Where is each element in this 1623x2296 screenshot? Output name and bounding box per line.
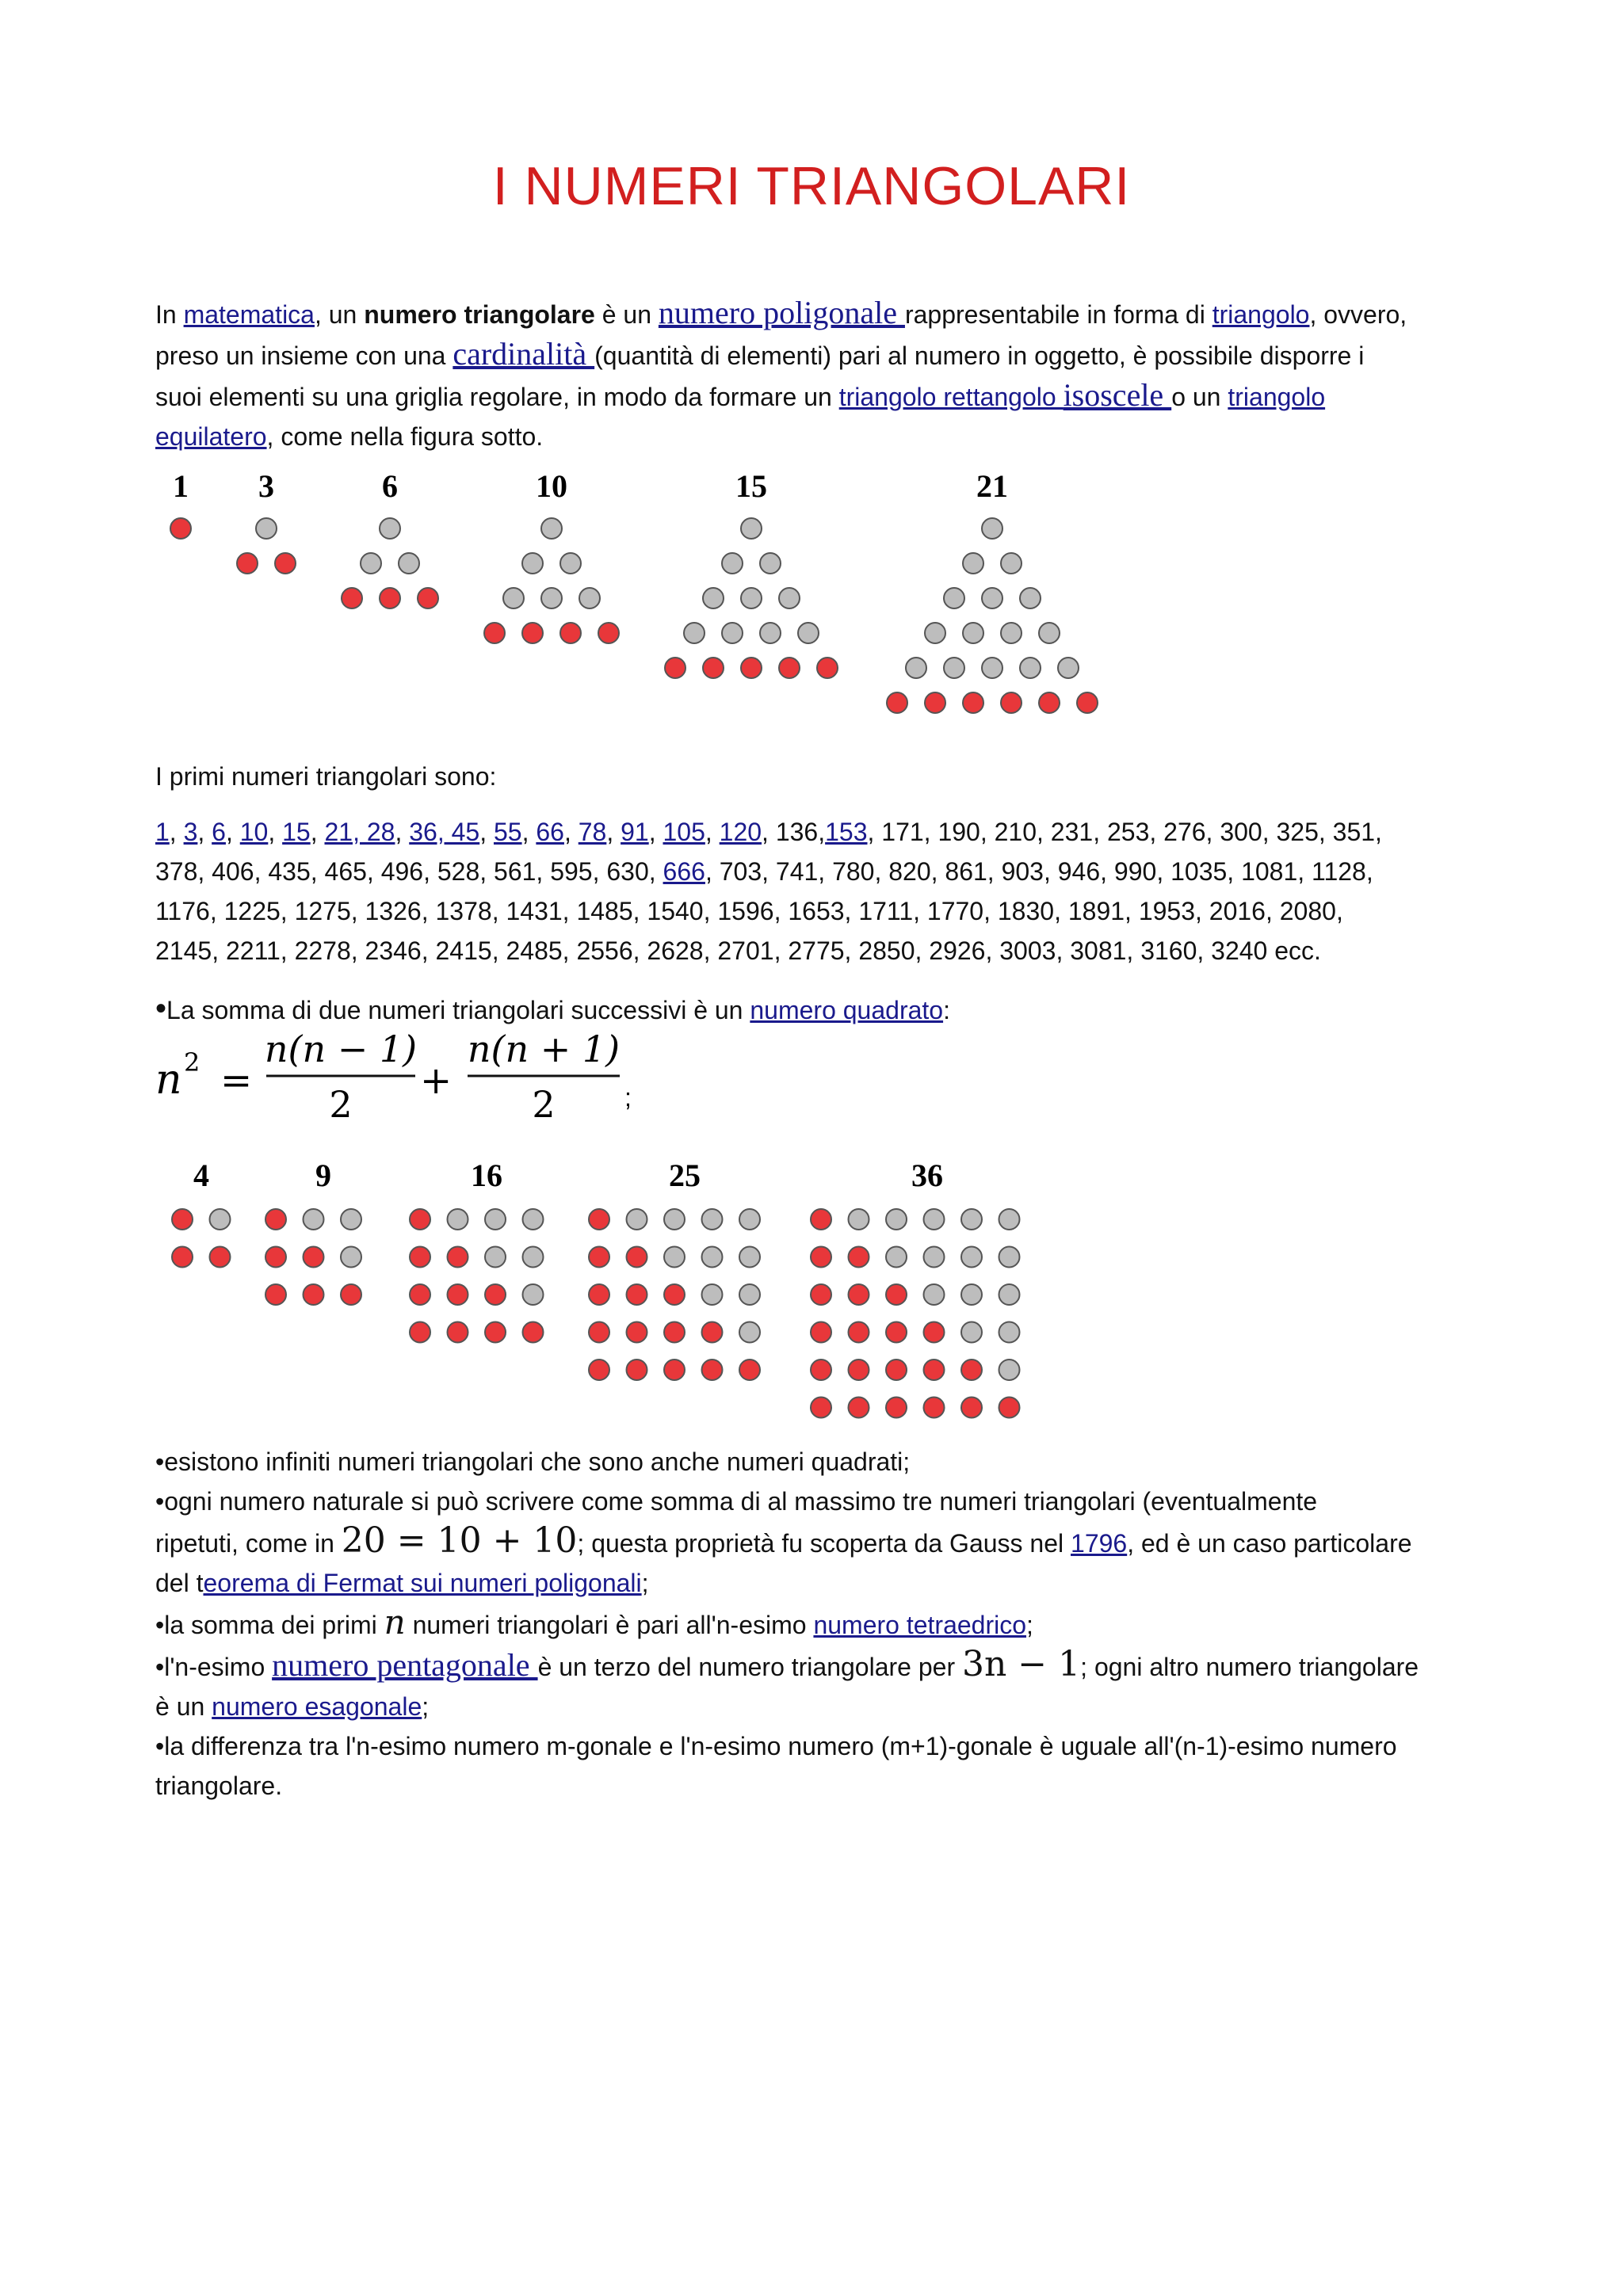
- red-dot: [342, 588, 362, 608]
- text: :: [943, 996, 950, 1024]
- gray-dot: [210, 1209, 231, 1230]
- red-dot: [589, 1360, 609, 1380]
- gray-dot: [739, 1284, 760, 1305]
- gray-dot: [999, 1209, 1020, 1230]
- red-dot: [418, 588, 438, 608]
- text: (quantità di elementi) pari al numero in oggetto, è possibile disporre i: [594, 341, 1365, 370]
- term-numero-triangolare: numero triangolare: [364, 300, 595, 329]
- red-dot: [886, 1322, 907, 1343]
- gray-dot: [961, 1209, 982, 1230]
- link-numero-esagonale[interactable]: numero esagonale: [212, 1692, 422, 1721]
- gray-dot: [702, 1284, 723, 1305]
- tri-label-15: 15: [735, 468, 767, 504]
- sq-label-25: 25: [669, 1158, 701, 1193]
- intro-line-1: [155, 293, 1487, 334]
- separator: ,: [479, 818, 494, 846]
- primi-heading: [155, 757, 1487, 796]
- red-dot: [485, 1284, 506, 1305]
- separator: ,: [521, 818, 537, 846]
- text: •l'n-esimo: [155, 1653, 273, 1681]
- text: •la somma dei primi: [155, 1611, 384, 1639]
- math-3n-1: 3n − 1: [961, 1644, 1081, 1684]
- gray-dot: [361, 553, 381, 574]
- text: del t: [155, 1569, 204, 1597]
- gray-dot: [703, 588, 724, 608]
- red-dot: [811, 1398, 831, 1418]
- red-dot: [341, 1284, 361, 1305]
- intro-line-2: [155, 334, 1487, 376]
- gray-dot: [579, 588, 600, 608]
- gray-dot: [1001, 623, 1022, 643]
- math-n: n: [384, 1603, 406, 1642]
- text: preso un insieme con una: [155, 341, 453, 370]
- gray-dot: [760, 623, 781, 643]
- gray-dot: [722, 553, 743, 574]
- text: ripetuti, come in: [155, 1529, 342, 1558]
- gray-dot: [702, 1247, 723, 1268]
- red-dot: [410, 1209, 430, 1230]
- red-dot: [924, 1398, 945, 1418]
- red-dot: [170, 518, 191, 539]
- link-seq-12[interactable]: 120: [719, 818, 762, 846]
- intro-line-4: [155, 417, 1487, 456]
- gray-dot: [963, 623, 983, 643]
- separator: ,: [310, 818, 325, 846]
- gray-dot: [798, 623, 819, 643]
- gray-dot: [924, 1247, 945, 1268]
- separator: ,: [395, 818, 410, 846]
- gray-dot: [664, 1209, 685, 1230]
- red-dot: [627, 1360, 647, 1380]
- property-5-line-2: triangolare.: [155, 1772, 283, 1800]
- gray-dot: [627, 1209, 647, 1230]
- gray-dot: [341, 1209, 361, 1230]
- gray-dot: [1020, 588, 1041, 608]
- gray-dot: [760, 553, 781, 574]
- red-dot: [886, 1284, 907, 1305]
- link-numero-quadrato[interactable]: numero quadrato: [750, 996, 944, 1024]
- property-2-line-3: [155, 1563, 1487, 1603]
- red-dot: [523, 1322, 544, 1343]
- text: , 136,: [762, 818, 826, 846]
- text: numeri triangolari è pari all'n-esimo: [405, 1611, 814, 1639]
- gray-dot: [523, 1247, 544, 1268]
- link-seq-7[interactable]: 55: [493, 818, 522, 846]
- red-dot: [560, 623, 581, 643]
- property-2-line-1: •ogni numero naturale si può scrivere come somma di al massimo tre numeri triangolari (eventualmente: [155, 1487, 1318, 1516]
- gray-dot: [982, 518, 1002, 539]
- gray-dot: [702, 1209, 723, 1230]
- text: suoi elementi su una griglia regolare, in modo da formare un: [155, 383, 839, 411]
- gray-dot: [560, 553, 581, 574]
- link-isoscele[interactable]: isoscele: [1063, 377, 1172, 413]
- text: La somma di due numeri triangolari successivi è un: [166, 996, 750, 1024]
- gray-dot: [924, 1284, 945, 1305]
- red-dot: [664, 1360, 685, 1380]
- red-dot: [702, 1322, 723, 1343]
- separator: ,: [197, 818, 212, 846]
- text: è un: [155, 1692, 212, 1721]
- link-seq-10[interactable]: 91: [621, 818, 649, 846]
- link-seq-8[interactable]: 66: [536, 818, 564, 846]
- gray-dot: [684, 623, 705, 643]
- red-dot: [410, 1247, 430, 1268]
- separator: ,: [606, 818, 621, 846]
- red-dot: [664, 1322, 685, 1343]
- red-dot: [849, 1247, 869, 1268]
- math-20-eq: 20 = 10 + 10: [341, 1520, 578, 1561]
- tri-dots: [170, 518, 1098, 713]
- square-numbers-figure: [155, 1153, 1067, 1434]
- gray-dot: [741, 518, 762, 539]
- text: ; ogni altro numero triangolare: [1080, 1653, 1419, 1681]
- red-dot: [811, 1322, 831, 1343]
- link-153[interactable]: 153: [825, 818, 868, 846]
- red-dot: [1077, 692, 1098, 713]
- gray-dot: [380, 518, 400, 539]
- red-dot: [849, 1322, 869, 1343]
- gray-dot: [741, 588, 762, 608]
- gray-dot: [399, 553, 419, 574]
- gray-dot: [886, 1247, 907, 1268]
- red-dot: [210, 1247, 231, 1268]
- gray-dot: [999, 1322, 1020, 1343]
- red-dot: [849, 1398, 869, 1418]
- red-dot: [887, 692, 907, 713]
- gray-dot: [523, 1209, 544, 1230]
- red-dot: [589, 1284, 609, 1305]
- red-dot: [265, 1284, 286, 1305]
- gray-dot: [849, 1209, 869, 1230]
- property-4-line-2: [155, 1687, 1487, 1726]
- red-dot: [811, 1360, 831, 1380]
- text: o un: [1171, 383, 1228, 411]
- gray-dot: [522, 553, 543, 574]
- link-numero-poligonale[interactable]: numero poligonale: [658, 295, 905, 330]
- intro-paragraph: [155, 293, 1487, 456]
- tri-label-1: 1: [173, 468, 189, 504]
- gray-dot: [1058, 658, 1079, 678]
- red-dot: [485, 1322, 506, 1343]
- gray-dot: [541, 588, 562, 608]
- text: , come nella figura sotto.: [266, 422, 544, 451]
- red-dot: [589, 1209, 609, 1230]
- text: , ovvero,: [1309, 300, 1407, 329]
- sq-label-9: 9: [315, 1158, 331, 1193]
- sq-dots: [172, 1209, 1020, 1418]
- red-dot: [589, 1247, 609, 1268]
- separator: ,: [563, 818, 579, 846]
- link-seq-11[interactable]: 105: [663, 818, 705, 846]
- formula-num2: n(n + 1): [467, 1028, 621, 1070]
- gray-dot: [886, 1209, 907, 1230]
- red-dot: [999, 1398, 1020, 1418]
- property-2-line-2: [155, 1521, 1487, 1563]
- gray-dot: [963, 553, 983, 574]
- gray-dot: [485, 1209, 506, 1230]
- gray-dot: [961, 1322, 982, 1343]
- red-dot: [739, 1360, 760, 1380]
- gray-dot: [1001, 553, 1022, 574]
- red-dot: [963, 692, 983, 713]
- gray-dot: [739, 1209, 760, 1230]
- link-seq-2[interactable]: 6: [212, 818, 226, 846]
- red-dot: [172, 1247, 193, 1268]
- gray-dot: [503, 588, 524, 608]
- text: è un: [594, 300, 659, 329]
- gray-dot: [541, 518, 562, 539]
- link-triangolo[interactable]: triangolo: [1212, 300, 1310, 329]
- formula-plus: +: [420, 1058, 453, 1103]
- gray-dot: [664, 1247, 685, 1268]
- gray-dot: [961, 1247, 982, 1268]
- gray-dot: [906, 658, 926, 678]
- red-dot: [886, 1360, 907, 1380]
- red-dot: [522, 623, 543, 643]
- red-dot: [380, 588, 400, 608]
- gray-dot: [485, 1247, 506, 1268]
- property-3: [155, 1603, 1487, 1645]
- gray-dot: [448, 1209, 468, 1230]
- gray-dot: [925, 623, 945, 643]
- red-dot: [925, 692, 945, 713]
- formula-eq: =: [220, 1058, 253, 1103]
- gray-dot: [924, 1209, 945, 1230]
- gray-dot: [1020, 658, 1041, 678]
- sq-label-36: 36: [911, 1158, 943, 1193]
- gray-dot: [341, 1247, 361, 1268]
- seq-line-1: [155, 812, 1487, 852]
- gray-dot: [999, 1360, 1020, 1380]
- separator: ,: [705, 818, 720, 846]
- formula-num1: n(n − 1): [264, 1028, 418, 1070]
- property-4-line-1: [155, 1645, 1487, 1687]
- triangular-numbers-figure: [155, 463, 1146, 725]
- link-1796[interactable]: 1796: [1071, 1529, 1128, 1558]
- red-dot: [886, 1398, 907, 1418]
- text: , un: [314, 300, 365, 329]
- property-5-line-1: •la differenza tra l'n-esimo numero m-gonale e l'n-esimo numero (m+1)-gonale è uguale all'(n-1)-esimo numero: [155, 1732, 1397, 1760]
- link-teorema-fermat[interactable]: eorema di Fermat sui numeri poligonali: [203, 1569, 642, 1597]
- red-dot: [589, 1322, 609, 1343]
- separator: ,: [169, 818, 184, 846]
- red-dot: [924, 1322, 945, 1343]
- link-equilatero[interactable]: equilatero: [155, 422, 267, 451]
- red-dot: [1001, 692, 1022, 713]
- sq-labels: [193, 1158, 943, 1193]
- formula-den1: 2: [329, 1083, 353, 1125]
- gray-dot: [739, 1322, 760, 1343]
- formula-lhs: n: [155, 1056, 182, 1104]
- red-dot: [817, 658, 838, 678]
- link-seq-6[interactable]: 36, 45: [409, 818, 480, 846]
- red-dot: [849, 1360, 869, 1380]
- text: 378, 406, 435, 465, 496, 528, 561, 595, 630,: [155, 857, 663, 886]
- gray-dot: [256, 518, 277, 539]
- sq-label-16: 16: [471, 1158, 502, 1193]
- red-dot: [741, 658, 762, 678]
- red-dot: [237, 553, 258, 574]
- link-seq-4[interactable]: 15: [282, 818, 311, 846]
- red-dot: [627, 1247, 647, 1268]
- red-dot: [665, 658, 685, 678]
- red-dot: [448, 1284, 468, 1305]
- red-dot: [924, 1360, 945, 1380]
- gray-dot: [304, 1209, 324, 1230]
- primi-sequence: [155, 812, 1487, 971]
- link-cardinalita[interactable]: cardinalità: [453, 336, 595, 372]
- link-seq-9[interactable]: 78: [578, 818, 607, 846]
- formula-den2: 2: [532, 1083, 556, 1125]
- red-dot: [702, 1360, 723, 1380]
- gray-dot: [1039, 623, 1060, 643]
- gray-dot: [999, 1284, 1020, 1305]
- seq-line-4: 2145, 2211, 2278, 2346, 2415, 2485, 2556, 2628, 2701, 2775, 2850, 2926, 3003, 3081, 3160, 3240 ecc.: [155, 936, 1321, 965]
- tri-label-21: 21: [976, 468, 1008, 504]
- seq-line-2: [155, 852, 1487, 891]
- link-666[interactable]: 666: [663, 857, 705, 886]
- gray-dot: [999, 1247, 1020, 1268]
- link-seq-1[interactable]: 3: [183, 818, 198, 846]
- gray-dot: [982, 658, 1002, 678]
- red-dot: [265, 1247, 286, 1268]
- red-dot: [448, 1247, 468, 1268]
- text: rappresentabile in forma di: [904, 300, 1212, 329]
- property-1: •esistono infiniti numeri triangolari che sono anche numeri quadrati;: [155, 1447, 911, 1476]
- page-title: I NUMERI TRIANGOLARI: [492, 156, 1131, 216]
- separator: ,: [268, 818, 283, 846]
- red-dot: [811, 1209, 831, 1230]
- red-dot: [1039, 692, 1060, 713]
- red-dot: [664, 1284, 685, 1305]
- tri-label-10: 10: [536, 468, 567, 504]
- bullet: •: [155, 991, 167, 1026]
- red-dot: [598, 623, 619, 643]
- gray-dot: [961, 1284, 982, 1305]
- tri-label-6: 6: [382, 468, 398, 504]
- formula-semicolon: ;: [624, 1083, 632, 1112]
- text: ; questa proprietà fu scoperta da Gauss nel: [577, 1529, 1071, 1558]
- text: ;: [641, 1569, 649, 1597]
- link-triangolo-equilatero[interactable]: triangolo: [1228, 383, 1326, 411]
- gray-dot: [779, 588, 800, 608]
- tri-label-3: 3: [258, 468, 274, 504]
- link-numero-pentagonale[interactable]: numero pentagonale: [272, 1647, 538, 1683]
- red-dot: [627, 1284, 647, 1305]
- red-dot: [961, 1360, 982, 1380]
- red-dot: [961, 1398, 982, 1418]
- separator: ,: [225, 818, 240, 846]
- sq-label-4: 4: [193, 1158, 209, 1193]
- red-dot: [410, 1284, 430, 1305]
- gray-dot: [722, 623, 743, 643]
- formula-exp: 2: [184, 1047, 200, 1077]
- red-dot: [779, 658, 800, 678]
- text: , ed è un caso particolare: [1127, 1529, 1412, 1558]
- seq-line-3: 1176, 1225, 1275, 1326, 1378, 1431, 1485, 1540, 1596, 1653, 1711, 1770, 1830, 1891, 1953, 2016, 2080,: [155, 897, 1343, 925]
- link-seq-3[interactable]: 10: [239, 818, 269, 846]
- text: , 171, 190, 210, 231, 253, 276, 300, 325, 351,: [867, 818, 1382, 846]
- red-dot: [172, 1209, 193, 1230]
- link-seq-5[interactable]: 21, 28: [324, 818, 395, 846]
- red-dot: [410, 1322, 430, 1343]
- text: è un terzo del numero triangolare per: [537, 1653, 962, 1681]
- gray-dot: [944, 588, 964, 608]
- gray-dot: [982, 588, 1002, 608]
- red-dot: [849, 1284, 869, 1305]
- gray-dot: [944, 658, 964, 678]
- gray-dot: [739, 1247, 760, 1268]
- red-dot: [304, 1284, 324, 1305]
- red-dot: [627, 1322, 647, 1343]
- text: ;: [1026, 1611, 1033, 1639]
- primi-heading-text: I primi numeri triangolari sono:: [155, 762, 497, 791]
- link-triangolo-rettangolo[interactable]: triangolo rettangolo: [838, 383, 1064, 411]
- red-dot: [811, 1247, 831, 1268]
- red-dot: [703, 658, 724, 678]
- text: In: [155, 300, 184, 329]
- intro-line-3: [155, 376, 1487, 417]
- link-matematica[interactable]: matematica: [183, 300, 315, 329]
- red-dot: [484, 623, 505, 643]
- text: , 703, 741, 780, 820, 861, 903, 946, 990, 1035, 1081, 1128,: [705, 857, 1373, 886]
- properties-list: [155, 1442, 1487, 1806]
- red-dot: [448, 1322, 468, 1343]
- red-dot: [265, 1209, 286, 1230]
- red-dot: [811, 1284, 831, 1305]
- gray-dot: [523, 1284, 544, 1305]
- tri-labels: [173, 468, 1008, 504]
- sum-formula: [151, 1022, 674, 1125]
- link-seq-0[interactable]: 1: [155, 818, 170, 846]
- text: ;: [422, 1692, 430, 1721]
- red-dot: [275, 553, 296, 574]
- separator: ,: [648, 818, 663, 846]
- link-numero-tetraedrico[interactable]: numero tetraedrico: [813, 1611, 1027, 1639]
- red-dot: [304, 1247, 324, 1268]
